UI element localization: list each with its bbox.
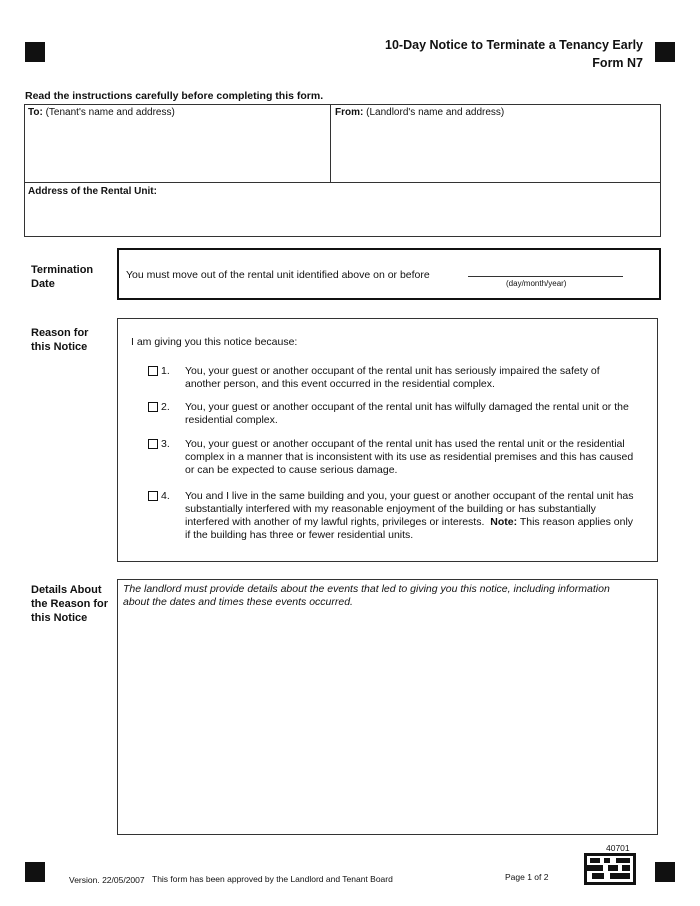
details-text-area[interactable] [117,579,658,835]
page-number: Page 1 of 2 [505,872,549,882]
reason-2-number: 2. [161,401,170,413]
reason-3-text: You, your guest or another occupant of the rental unit has used the rental unit or the residential complex in a manner that is inconsistent with its use as residential premises and this has caused or can be expected to cause serious damage. [185,438,634,476]
reason-4-main-text: You and I live in the same building and you, your guest or another occupant of the rental unit has substantially interfered with my reasonable enjoyment of the building or has substantially interfered with another of my lawful rights, privileges or interests. [185,490,634,528]
reason-1-checkbox[interactable] [148,366,158,376]
reason-3-checkbox[interactable] [148,439,158,449]
from-field[interactable] [335,107,504,118]
reason-1-number: 1. [161,365,170,377]
registration-mark-top-right [655,42,675,62]
version-text: Version. 22/05/2007 [69,875,145,885]
form-number: 40701 [606,843,630,853]
barcode-icon [584,853,636,885]
form-title: 10-Day Notice to Terminate a Tenancy Early [385,38,643,52]
date-format-hint: (day/month/year) [506,279,567,288]
to-field[interactable] [28,107,175,118]
reason-label: Reason for this Notice [31,327,89,353]
reason-4-note-text: This reason applies only if the building has three or fewer residential units. [185,516,634,541]
reason-3-number: 3. [161,438,170,450]
parties-divider [330,104,331,183]
address-divider [24,182,661,183]
reason-2-text: You, your guest or another occupant of the rental unit has wilfully damaged the rental unit or the residential complex. [185,401,629,426]
reason-4-number: 4. [161,490,170,502]
termination-statement: You must move out of the rental unit identified above on or before [126,269,430,281]
from-hint: (Landlord's name and address) [366,107,505,118]
termination-date-label: Termination Date [31,264,94,290]
from-label: From: [335,107,364,118]
approval-text: This form has been approved by the Landlord and Tenant Board [152,874,393,884]
reason-intro: I am giving you this notice because: [131,336,298,348]
registration-mark-bottom-right [655,862,675,882]
reason-4-text [185,490,635,542]
reason-4-checkbox[interactable] [148,491,158,501]
to-hint: (Tenant's name and address) [45,107,175,118]
rental-unit-address-field[interactable] [28,186,157,197]
to-label: To: [28,107,43,118]
reason-1-text: You, your guest or another occupant of the rental unit has seriously impaired the safety of another person, and this event occurred in the residential complex. [185,365,600,390]
reason-4-note-label: Note: [490,516,518,528]
instruction-text: Read the instructions carefully before completing this form. [25,90,324,102]
details-label: Details About the Reason for this Notice [31,584,109,624]
address-label: Address of the Rental Unit: [28,186,157,197]
details-instruction: The landlord must provide details about the events that led to giving you this notice, including information about the dates and times these events occurred. [123,583,610,608]
form-code: Form N7 [592,56,643,70]
parties-box [24,104,661,237]
reason-2-checkbox[interactable] [148,402,158,412]
termination-date-input-line[interactable] [468,276,623,277]
registration-mark-top-left [25,42,45,62]
registration-mark-bottom-left [25,862,45,882]
